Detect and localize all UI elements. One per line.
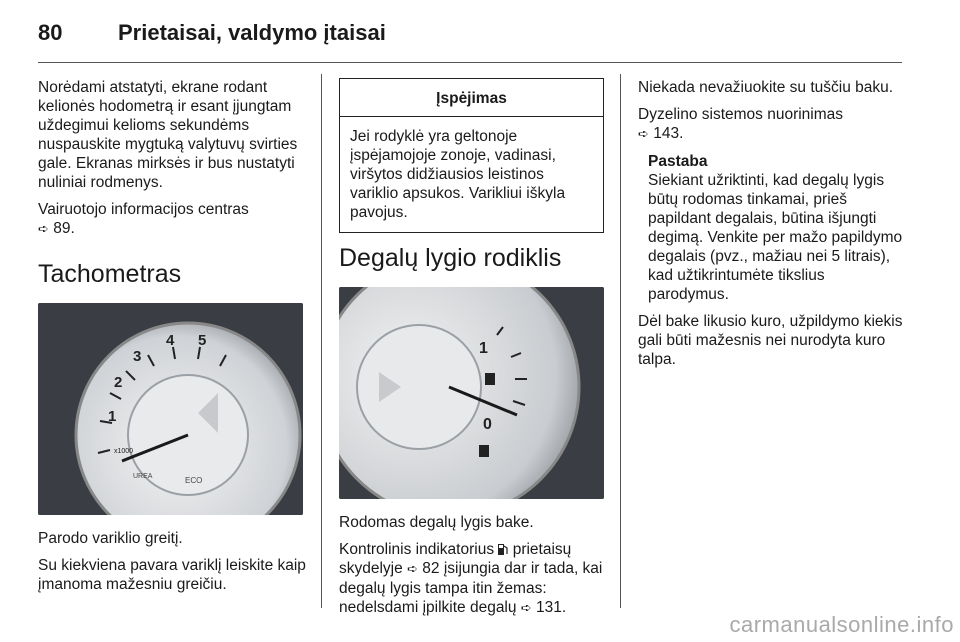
column-divider-2 — [620, 74, 621, 608]
fuel-level-paragraph: Rodomas degalų lygis bake. — [339, 514, 534, 531]
fuel-indicator-ref-2[interactable]: 131. — [536, 599, 567, 616]
urea-label: UREA — [133, 473, 153, 480]
column-left — [38, 78, 306, 602]
fuel-gauge-heading: Degalų lygio rodiklis — [339, 244, 562, 272]
page-title: Prietaisai, valdymo įtaisai — [118, 20, 386, 45]
fuel-pump-icon — [498, 542, 508, 556]
eco-label: ECO — [185, 476, 203, 485]
column-middle — [339, 78, 604, 626]
page-header — [38, 18, 900, 48]
fuel-pump-icon — [485, 373, 495, 385]
fuel-label-empty: 0 — [483, 416, 492, 433]
tach-label-1: 1 — [108, 408, 117, 425]
tachometer-heading: Tachometras — [38, 260, 182, 288]
reset-paragraph: Norėdami atstatyti, ekrane rodant kelionės hodometrą ir esant įjungtam uždegimui kelioms sekundėms nuspauskite mygtuką valytuvų svirties gale. Ekranas mirksės ir bus nustatyti nuliniai rodmenys. — [38, 79, 298, 191]
dic-reference-text: Vairuotojo informacijos centras — [38, 201, 249, 218]
tach-label-4: 4 — [166, 332, 175, 349]
page-number: 80 — [38, 20, 63, 45]
tachometer-photo — [38, 303, 303, 515]
tach-unit: x1000 — [114, 448, 134, 455]
tach-label-5: 5 — [198, 332, 207, 349]
fuel-indicator-text-b: prietaisų skydelyje — [339, 541, 572, 577]
column-divider-1 — [321, 74, 322, 608]
remaining-fuel-paragraph: Dėl bake likusio kuro, užpildymo kiekis gali būti mažesnis nei nurodyta kuro talpa. — [638, 313, 903, 368]
fuel-indicator-ref-1[interactable]: 82 — [422, 560, 440, 577]
fuel-indicator-text-a: Kontrolinis indikatorius — [339, 541, 495, 558]
dic-reference-paragraph — [38, 200, 306, 239]
note-text: Siekiant užriktinti, kad degalų lygis būtų rodomas tinkamai, prieš papildant degalais, būtina išjungti degimą. Venkite per mažo papildymo degalais (pvz., mažiau nei 5 litrais), kad užtikrintumėte tikslius parodymus. — [648, 172, 903, 303]
warning-title: Įspėjimas — [340, 79, 603, 117]
column-right — [638, 78, 906, 377]
dic-page-ref[interactable]: 89. — [53, 220, 75, 237]
reference-arrow-icon: ➪ — [520, 601, 532, 616]
reference-arrow-icon: ➪ — [38, 222, 49, 237]
diesel-bleed-paragraph — [638, 105, 906, 144]
note-title: Pastaba — [648, 153, 708, 170]
watermark: carmanualsonline.info — [729, 612, 954, 637]
tach-advice-paragraph: Su kiekviena pavara variklį leiskite kaip įmanoma mažesniu greičiu. — [38, 557, 306, 593]
note-block — [648, 152, 906, 304]
warning-text: Jei rodyklė yra geltonoje įspėjamojoje zonoje, vadinasi, viršytos didžiausios leistinos variklio apsukos. Varikliui iškyla pavojus. — [350, 128, 566, 221]
tach-desc-paragraph: Parodo variklio greitį. — [38, 530, 183, 547]
never-empty-paragraph: Niekada nevažiuokite su tuščiu baku. — [638, 79, 894, 96]
reference-arrow-icon: ➪ — [638, 127, 649, 142]
reference-arrow-icon: ➪ — [407, 562, 418, 577]
fuel-warning-icon — [479, 445, 489, 457]
fuel-label-full: 1 — [479, 340, 488, 357]
tach-label-3: 3 — [133, 348, 142, 365]
fuel-indicator-text-c: įsijungia dar ir tada, kai degalų lygis tampa itin žemas: nedelsdami įpilkite degalų — [339, 560, 603, 616]
fuel-gauge-photo — [339, 287, 604, 499]
diesel-bleed-text: Dyzelino sistemos nuorinimas — [638, 106, 844, 123]
warning-box — [339, 78, 604, 233]
fuel-indicator-paragraph — [339, 540, 604, 618]
fuel-gauge-illustration — [339, 287, 604, 499]
tach-label-2: 2 — [114, 374, 123, 391]
header-divider — [38, 62, 902, 63]
tachometer-illustration — [38, 303, 303, 515]
diesel-bleed-ref[interactable]: 143. — [653, 125, 684, 142]
